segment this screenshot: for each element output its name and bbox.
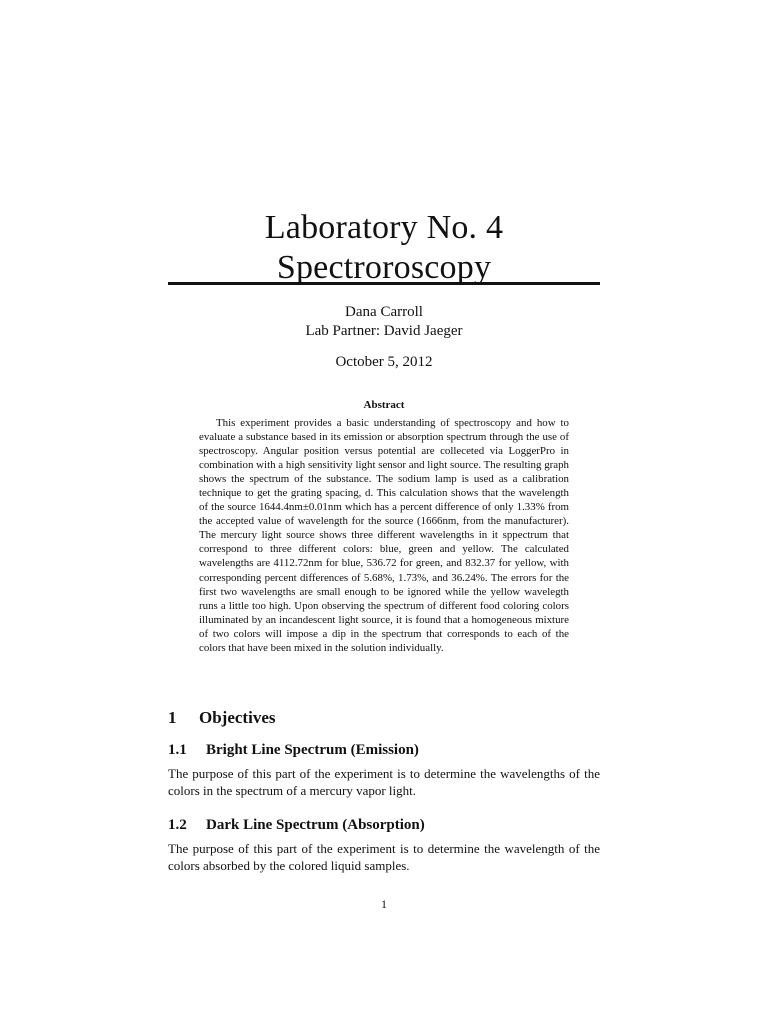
subsection-title: Dark Line Spectrum (Absorption) <box>206 817 425 833</box>
subsection-paragraph-absorption: The purpose of this part of the experiment is to determine the wavelength of the colors absorbed by the colored liquid samples. <box>168 841 600 873</box>
title-line-2: Spectroroscopy <box>276 249 492 286</box>
subsection-heading-emission <box>168 741 419 759</box>
author-name: Dana Carroll <box>345 304 423 320</box>
abstract-text: This experiment provides a basic understanding of spectroscopy and how to evaluate a substance based in its emission or absorption spectrum through the use of spectroscopy. Angular position versus potential are colleceted via LoggerPro in combination with a high sensitivity light sensor and light source. The resulting graph shows the spectrum of the substance. The sodium lamp is used as a calibration technique to get the grating spacing, d. This calculation shows that the wavelength of the source 1644.4nm±0.01nm which has a percent difference of only 1.33% from the accepted value of wavelength for the source (1666nm, from the manufacturer). The mercury light source shows three different wavelengths in it sppectrum that correspond to three different colors: blue, green and yellow. The calculated wavelengths are 4112.72nm for blue, 536.72 for green, and 832.37 for yellow, with corresponding percent differences of 5.68%, 1.73%, and 36.24%. The errors for the first two wavelengths are small enough to be ignored while the yellow wavelegth runs a little too high. Upon observing the spectrum of different food coloring colors illuminated by an incandescent light source, it is found that a homogeneous mixture of two colors will impose a dip in the spectrum that corresponds to each of the colors that have been mixed in the solution individually. <box>199 417 569 654</box>
subsection-title: Bright Line Spectrum (Emission) <box>206 742 419 758</box>
author-block <box>168 303 600 372</box>
title-line-1: Laboratory No. 4 <box>264 209 504 246</box>
section-heading-objectives <box>168 708 275 728</box>
subsection-heading-absorption <box>168 816 425 834</box>
section-title: Objectives <box>199 708 276 727</box>
title-block <box>168 208 600 288</box>
title-rule <box>168 282 600 285</box>
lab-partner: Lab Partner: David Jaeger <box>305 323 463 339</box>
abstract-heading: Abstract <box>363 399 405 411</box>
section-number: 1 <box>168 708 177 727</box>
page-number: 1 <box>381 897 387 911</box>
subsection-number: 1.2 <box>168 817 187 833</box>
subsection-number: 1.1 <box>168 742 187 758</box>
subsection-paragraph-emission: The purpose of this part of the experiment is to determine the wavelengths of the colors in the spectrum of a mercury vapor light. <box>168 766 600 798</box>
document-date: October 5, 2012 <box>335 354 433 370</box>
